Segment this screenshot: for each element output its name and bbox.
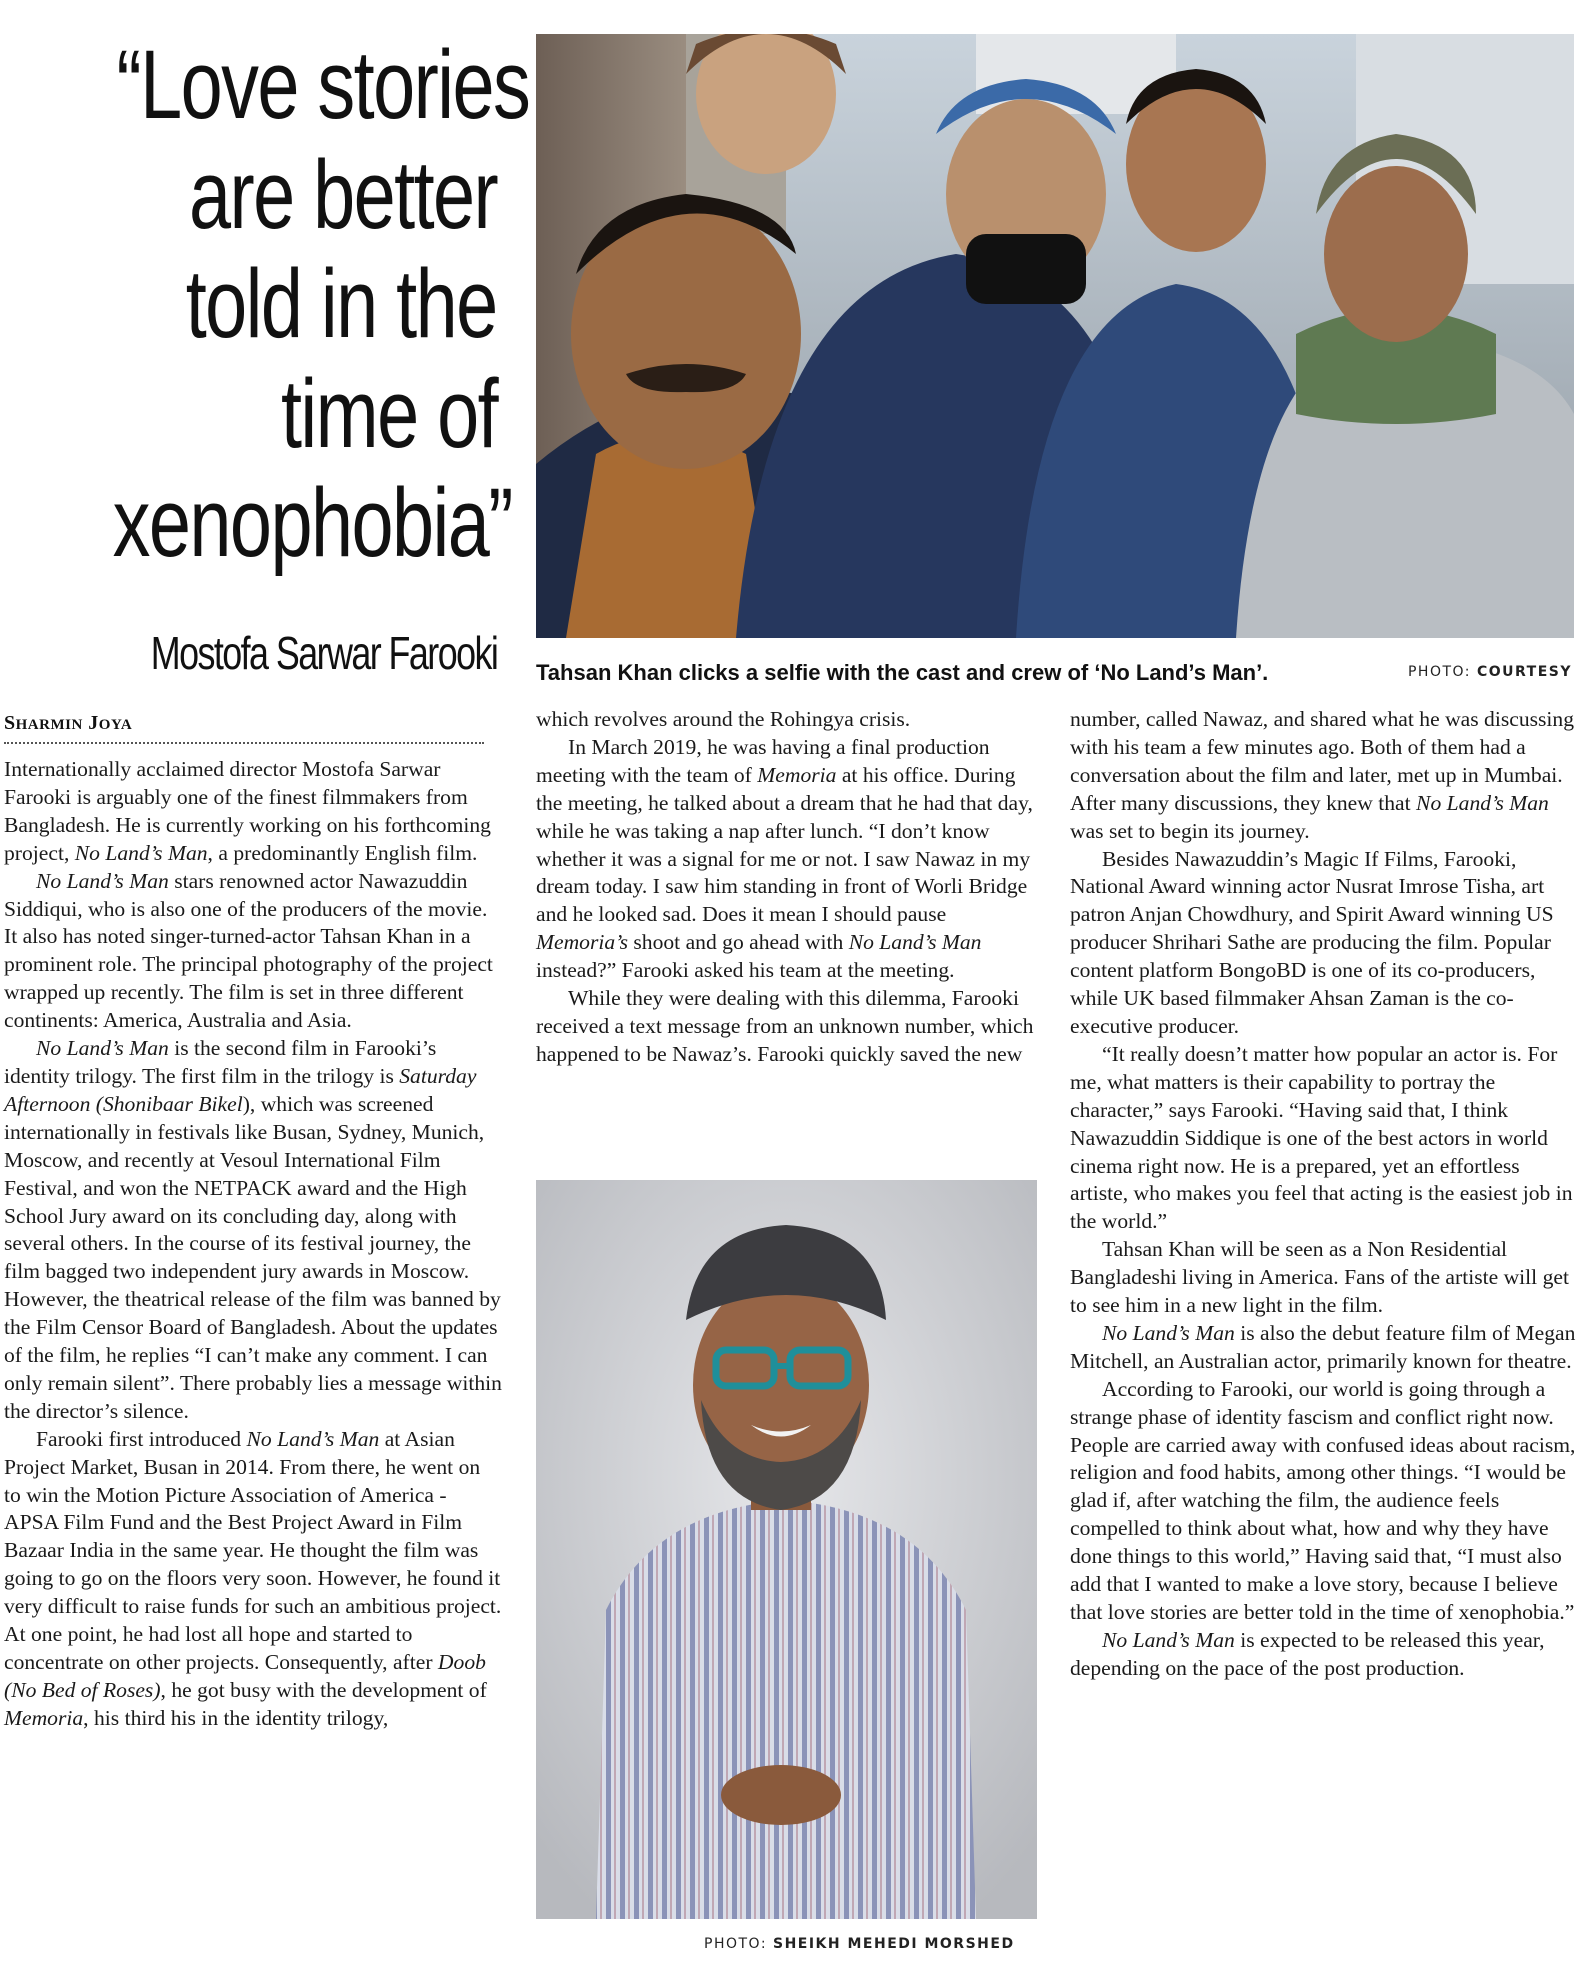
paragraph: “It really doesn’t matter how popular an actor is. For me, what matters is their capability to portray the character,” says Farooki. “Having said that, I think Nawazuddin Siddique is one of the best actors in world cinema right now. He is a prepared, yet an effortless artiste, who makes you feel that acting is the easiest job in the world.” (1070, 1041, 1573, 1234)
headline-line: told in the (186, 249, 497, 358)
photo-caption: Tahsan Khan clicks a selfie with the cast and crew of ‘No Land’s Man’. (536, 660, 1269, 685)
paragraph: No Land’s Man stars renowned actor Nawazuddin Siddiqui, who is also one of the producers of the movie. It also has noted singer-turned-actor Tahsan Khan in a prominent role. The principal photography of the project wrapped up recently. The film is set in three different continents: America, Australia and Asia. (4, 868, 493, 1033)
paragraph: No Land’s Man is the second film in Farooki’s identity trilogy. The first film in the trilogy is Saturday Afternoon (Shonibaar Bikel), which was screened internationally in festivals like Busan, Sydney, Munich, Moscow, and recently at Vesoul International Film Festival, and won the NETPACK award and the High School Jury award on its concluding day, along with several others. In the course of its festival journey, the film bagged two independent jury awards in Moscow. However, the theatrical release of the film was banned by the Film Censor Board of Bangladesh. About the updates of the film, he replies “I can’t make any comment. I can only remain silent”. There probably lies a message within the director’s silence. (4, 1036, 502, 1423)
article-column-1 (4, 756, 502, 1733)
byline-divider (4, 742, 484, 744)
paragraph: No Land’s Man is also the debut feature film of Megan Mitchell, an Australian actor, primarily known for theatre. (1070, 1320, 1576, 1373)
paragraph: According to Farooki, our world is going through a strange phase of identity fascism and conflict right now. People are carried away with confused ideas about racism, religion and food habits, among other things. “I would be glad if, after watching the film, the audience feels compelled to think about what, how and why they have done things to this world,” Having said that, “I must also add that I wanted to make a love story, because I believe that love stories are better told in the time of xenophobia.” (1070, 1376, 1576, 1624)
headline (0, 30, 530, 610)
article-author: SHARMIN JOYA (4, 712, 133, 734)
article-column-2 (536, 706, 1042, 1069)
portrait-photo-credit: PHOTO: SHEIKH MEHEDI MORSHED (704, 1936, 1015, 1952)
paragraph: Besides Nawazuddin’s Magic If Films, Farooki, National Award winning actor Nusrat Imrose Tisha, art patron Anjan Chowdhury, and Spirit Award winning US producer Shrihari Sathe are producing the film. Popular content platform BongoBD is one of its co-producers, while UK based filmmaker Ahsan Zaman is the co-executive producer. (1070, 846, 1554, 1038)
photo-credit: PHOTO: COURTESY (1407, 664, 1572, 680)
article-column-3 (1070, 706, 1580, 1683)
group-selfie-photo (536, 34, 1574, 638)
paragraph: In March 2019, he was having a final production meeting with the team of Memoria at his office. During the meeting, he talked about a dream that he had that day, while he was taking a nap after lunch. “I don’t know whether it was a signal for me or not. I saw Nawaz in my dream today. I saw him standing in front of Worli Bridge and he looked sad. Does it mean I should pause Memoria’s shoot and go ahead with No Land’s Man instead?” Farooki asked his team at the meeting. (536, 734, 1033, 983)
headline-line: are better (188, 139, 497, 249)
paragraph: which revolves around the Rohingya crisis. (536, 707, 911, 731)
headline-line: xenophobia” (112, 468, 512, 577)
paragraph: No Land’s Man is expected to be released this year, depending on the pace of the post production. (1070, 1627, 1545, 1680)
director-portrait-photo (536, 1180, 1037, 1919)
paragraph: Farooki first introduced No Land’s Man at Asian Project Market, Busan in 2014. From there, he went on to win the Motion Picture Association of America - APSA Film Fund and the Best Project Award in Film Bazaar India in the same year. He thought the film was going to go on the floors very soon. However, he found it very difficult to raise funds for such an ambitious project. At one point, he had lost all hope and started to concentrate on other projects. Consequently, after Doob (No Bed of Roses), he got busy with the development of Memoria, his third his in the identity trilogy, (4, 1426, 502, 1730)
paragraph: number, called Nawaz, and shared what he was discussing with his team a few minutes ago. Both of them had a conversation about the film and later, met up in Mumbai. After many discussions, they knew that No Land’s Man was set to begin its journey. (1070, 707, 1575, 843)
paragraph: While they were dealing with this dilemma, Farooki received a text message from an unknown number, which happened to be Nawaz’s. Farooki quickly saved the new (536, 986, 1034, 1066)
headline-line: time of (280, 358, 497, 468)
headline-line: “Love stories (116, 30, 530, 139)
headline-subject: Mostofa Sarwar Farooki (150, 627, 497, 679)
paragraph: Tahsan Khan will be seen as a Non Residential Bangladeshi living in America. Fans of the artiste will get to see him in a new light in the film. (1070, 1237, 1569, 1318)
paragraph: Internationally acclaimed director Mostofa Sarwar Farooki is arguably one of the finest filmmakers from Bangladesh. He is currently working on his forthcoming project, No Land’s Man, a predominantly English film. (4, 757, 491, 865)
